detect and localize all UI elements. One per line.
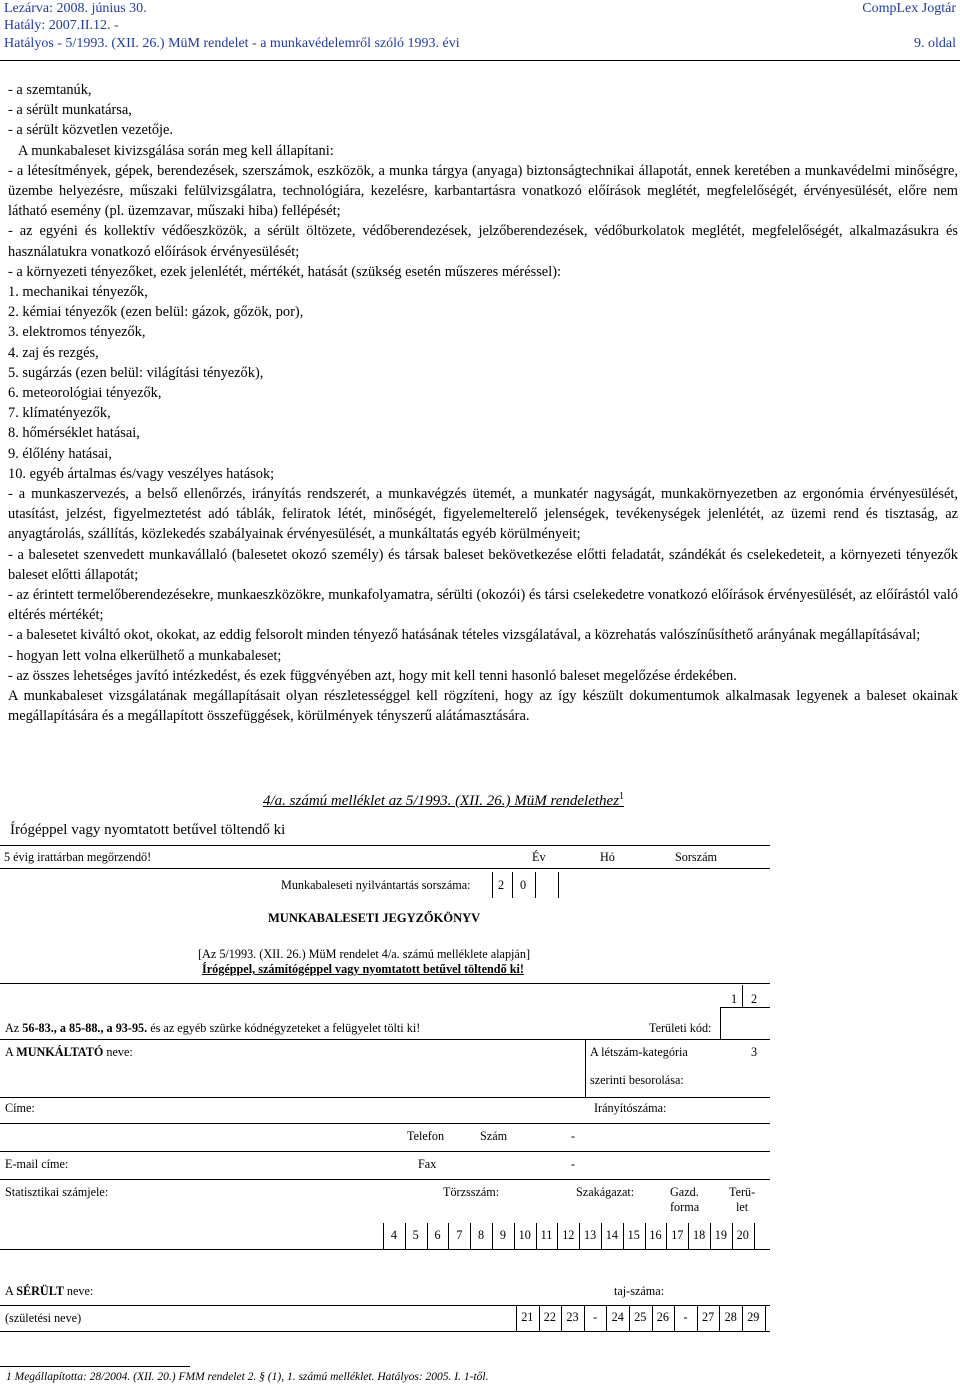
- body-line: - az egyéni és kollektív védőeszközök, a sérült öltözete, védőberendezések, jelzőberendezések, védőburkolatok meglétét, megfelelőségét, alkalmazásukra és használatukra vonatkozó előírások érvényesülését;: [8, 223, 958, 260]
- body-line: 2. kémiai tényezők (ezen belül: gázok, gőzök, por),: [8, 304, 304, 321]
- body-line: - a létesítmények, gépek, berendezések, szerszámok, eszközök, a munka tárgya (anyaga) biztonságtechnikai állapotát, ennek keretében a munkavédelmi minőségre, üzembe helyezésre, műszaki felülvizsgálatra, technológiára, kezelésre, karbantartásra vonatkozó előírások meglétét, megfelelőségét, érvényesülését, előre nem látható esemény (pl. üzemzavar, műszaki hiba) fellépését;: [8, 162, 958, 220]
- form-rule: [0, 1331, 770, 1332]
- body-line: 6. meteorológiai tényezők,: [8, 385, 162, 402]
- ssn-cell: 29: [747, 1310, 760, 1324]
- stat-number-cell: 13: [583, 1228, 597, 1242]
- cell-divider: [558, 872, 559, 898]
- body-line: - hogyan lett volna elkerülhető a munkabaleset;: [8, 647, 282, 664]
- header-publisher: CompLex Jogtár: [862, 1, 956, 16]
- cell-divider: [516, 1305, 517, 1331]
- ssn-cell: -: [593, 1310, 598, 1324]
- fax-dash: -: [571, 1157, 576, 1171]
- typed-note: Írógéppel vagy nyomtatott betűvel töltendő ki: [10, 822, 286, 838]
- regional-code-label: Területi kód:: [649, 1021, 712, 1035]
- legal-basis: [Az 5/1993. (XII. 26.) MüM rendelet 4/a. számú melléklete alapján]: [198, 947, 530, 961]
- body-line: - a balesetet szenvedett munkavállaló (balesetet okozó személy) és társak baleset bekövetkezése előtti feladatát, szándékát és cselekedeteit, a környezeti tényezők baleset előtti állapotát;: [8, 546, 958, 583]
- postal-code-label: Irányítószáma:: [594, 1101, 667, 1115]
- stat-number-cell: 5: [412, 1228, 419, 1242]
- territory-label: Terü-: [729, 1185, 756, 1199]
- stat-number-cell: 14: [605, 1228, 618, 1242]
- body-line: - a sérült közvetlen vezetője.: [8, 122, 174, 139]
- ssn-cell: 22: [543, 1310, 556, 1324]
- body-line: A munkabaleset vizsgálatának megállapításait olyan részletességgel kell rögzíteni, hogy az így készült dokumentumok alkalmasak legyenek a baleset okainak megállapítására és a megállapított összefüggések, körülmények tényszerű alátámasztására.: [8, 688, 958, 725]
- body-line: - a szemtanúk,: [8, 82, 92, 98]
- ssn-cell: 24: [611, 1310, 624, 1324]
- body-line: 4. zaj és rezgés,: [8, 344, 99, 361]
- gray-codes-note: Az 56-83., a 85-88., a 93-95. és az egyéb szürke kódnégyzeteket a felügyelet tölti ki!: [5, 1021, 421, 1035]
- stat-number-cell: 19: [714, 1228, 727, 1242]
- form-rule: [0, 1249, 770, 1250]
- classification-label: szerinti besorolása:: [590, 1073, 684, 1087]
- accident-report-form: [0, 845, 770, 1335]
- cell-divider: [512, 872, 513, 898]
- body-line: - a munkaszervezés, a belső ellenőrzés, irányítás rendszerét, a munkavégzés ütemét, a munkatér nagyságát, munkakörnyezetben az ergonómia érvényesülését, utasítást, jelzést, figyelmeztetést adó táblák, feliratok létét, minőségét, figyelemelterelő jelenségek, tevékenységek jelenlétét, az üzemi rend és tisztaság, az anyagtárolás, szállítás, közlekedés szabályainak érvényesülését, a munkáltatás egyéb körülményeit;: [8, 486, 958, 543]
- address-label: Címe:: [5, 1101, 35, 1115]
- stat-number-cell: 16: [649, 1228, 662, 1242]
- registry-digit: 0: [520, 878, 527, 892]
- cell-divider: [742, 985, 743, 1007]
- employer-name-label: A MUNKÁLTATÓ neve:: [5, 1045, 133, 1059]
- col-serial: Sorszám: [675, 850, 717, 864]
- industry-label: Szakágazat:: [576, 1185, 635, 1199]
- form-rule: [720, 1007, 770, 1008]
- stat-number-cell: 7: [456, 1228, 463, 1242]
- form-rule: [0, 868, 770, 869]
- fax-label: Fax: [418, 1157, 437, 1171]
- headcount-category-label: A létszám-kategória: [590, 1045, 688, 1059]
- birth-name-label: (születési neve): [5, 1311, 82, 1325]
- cell-divider: [535, 872, 536, 898]
- body-line: 5. sugárzás (ezen belül: világítási tényezők),: [8, 364, 264, 381]
- injured-name-label: A SÉRÜLT neve:: [5, 1284, 94, 1298]
- header-effective-date: Hatály: 2007.II.12. -: [4, 18, 119, 33]
- registry-digit: 2: [498, 878, 505, 892]
- form-rule: [0, 1305, 770, 1306]
- body-line: 1. mechanikai tényezők,: [8, 284, 148, 301]
- cell-divider: [765, 1305, 766, 1331]
- stat-number-cell: 6: [434, 1228, 441, 1242]
- code-cell: 2: [751, 992, 758, 1006]
- body-line: 10. egyéb ártalmas és/vagy veszélyes hatások;: [8, 465, 275, 482]
- registry-number-label: Törzsszám:: [443, 1185, 500, 1199]
- stat-number-cell: 20: [736, 1228, 749, 1242]
- col-month: Hó: [600, 850, 615, 864]
- headcount-category-value: 3: [751, 1045, 758, 1059]
- stat-number-cell: 10: [518, 1228, 531, 1242]
- body-line: 3. elektromos tényezők,: [8, 324, 146, 341]
- stat-number-cell: 11: [540, 1228, 553, 1242]
- business-form-label: Gazd.: [670, 1185, 699, 1199]
- header-rule: [0, 60, 960, 61]
- phone-dash: -: [571, 1129, 576, 1143]
- cell-divider: [492, 872, 493, 898]
- col-year: Év: [532, 850, 546, 864]
- stat-number-cell: 15: [627, 1228, 640, 1242]
- form-rule: [0, 845, 770, 846]
- registry-label: Munkabaleseti nyilvántartás sorszáma:: [281, 878, 471, 892]
- stat-number-cell: 8: [478, 1228, 485, 1242]
- stat-number-cell: 12: [562, 1228, 575, 1242]
- stat-number-cell: 18: [692, 1228, 706, 1242]
- header-page-number: 9. oldal: [914, 36, 956, 51]
- footnote: 1 Megállapította: 28/2004. (XII. 20.) FMM rendelet 2. § (1), 1. számú melléklet. Hatályos: 2005. I. 1-től.: [6, 1371, 489, 1383]
- body-line: - a sérült munkatársa,: [8, 102, 132, 119]
- body-line: - az összes lehetséges javító intézkedést, és ezek függvényében azt, hogy mit kell tenni hasonló baleset megelőzése érdekében.: [8, 667, 737, 684]
- footnote-ref[interactable]: 1: [619, 791, 625, 802]
- ssn-cell: 26: [656, 1310, 669, 1324]
- form-rule: [0, 983, 770, 984]
- header-document-title: Hatályos - 5/1993. (XII. 26.) MüM rendelet - a munkavédelemről szóló 1993. évi: [4, 36, 460, 51]
- body-line: 9. élőlény hatásai,: [8, 445, 112, 462]
- header-closing-date: Lezárva: 2008. június 30.: [4, 1, 147, 16]
- keep-note: 5 évig irattárban megőrzendő!: [4, 850, 152, 864]
- form-rule: [0, 1179, 770, 1180]
- body-text: [8, 80, 958, 727]
- stat-number-cell: 9: [499, 1228, 506, 1242]
- fill-instruction: Írógéppel, számítógéppel vagy nyomtatott betűvel töltendő ki!: [202, 962, 524, 976]
- ssn-cell: 23: [566, 1310, 579, 1324]
- cell-divider: [754, 1223, 755, 1249]
- report-title: MUNKABALESETI JEGYZŐKÖNYV: [268, 911, 481, 925]
- ssn-cell: -: [683, 1310, 688, 1324]
- body-line: - a balesetet kiváltó okot, okokat, az eddig felsorolt minden tényező hatásának tételes vizsgálatával, a közrehatás valószínűsíthető arányának megállapításával;: [8, 627, 921, 644]
- annex-title: 4/a. számú melléklet az 5/1993. (XII. 26.) MüM rendelethez$^1$: [263, 791, 625, 809]
- email-label: E-mail címe:: [5, 1157, 69, 1171]
- footnote-rule: [0, 1366, 190, 1367]
- stat-number-cell: 4: [390, 1228, 397, 1242]
- stat-number-cell: 17: [671, 1228, 684, 1242]
- form-rule: [0, 1123, 770, 1124]
- code-cell: 1: [731, 992, 738, 1006]
- ssn-cell: 27: [702, 1310, 715, 1324]
- phone-number-label: Szám: [480, 1129, 508, 1143]
- cell-divider: [585, 1039, 586, 1097]
- body-line: 8. hőmérséklet hatásai,: [8, 425, 140, 442]
- phone-label: Telefon: [407, 1129, 445, 1143]
- business-form-label: forma: [670, 1200, 700, 1214]
- form-rule: [0, 1151, 770, 1152]
- ssn-cell: 28: [724, 1310, 737, 1324]
- body-line: - a környezeti tényezőket, ezek jelenlétét, mértékét, hatását (szükség esetén műszeres méréssel):: [8, 263, 561, 280]
- form-rule: [0, 1039, 770, 1040]
- territory-label: let: [736, 1200, 749, 1214]
- body-line: - az érintett termelőberendezésekre, munkaeszközökre, munkafolyamatra, sérülti (okozói) és társi cselekedetre vonatkozó előírások érvényesülését, az előírástól való eltérés mértékét;: [8, 587, 958, 624]
- form-rule: [0, 1097, 770, 1098]
- cell-divider: [720, 1007, 721, 1039]
- ssn-label: taj-száma:: [614, 1284, 665, 1298]
- cell-divider: [383, 1223, 384, 1249]
- stat-id-label: Statisztikai számjele:: [5, 1185, 109, 1199]
- body-line: A munkabaleset kivizsgálása során meg kell állapítani:: [18, 142, 334, 159]
- ssn-cell: 21: [521, 1310, 534, 1324]
- body-line: 7. klímatényezők,: [8, 405, 111, 422]
- ssn-cell: 25: [634, 1310, 647, 1324]
